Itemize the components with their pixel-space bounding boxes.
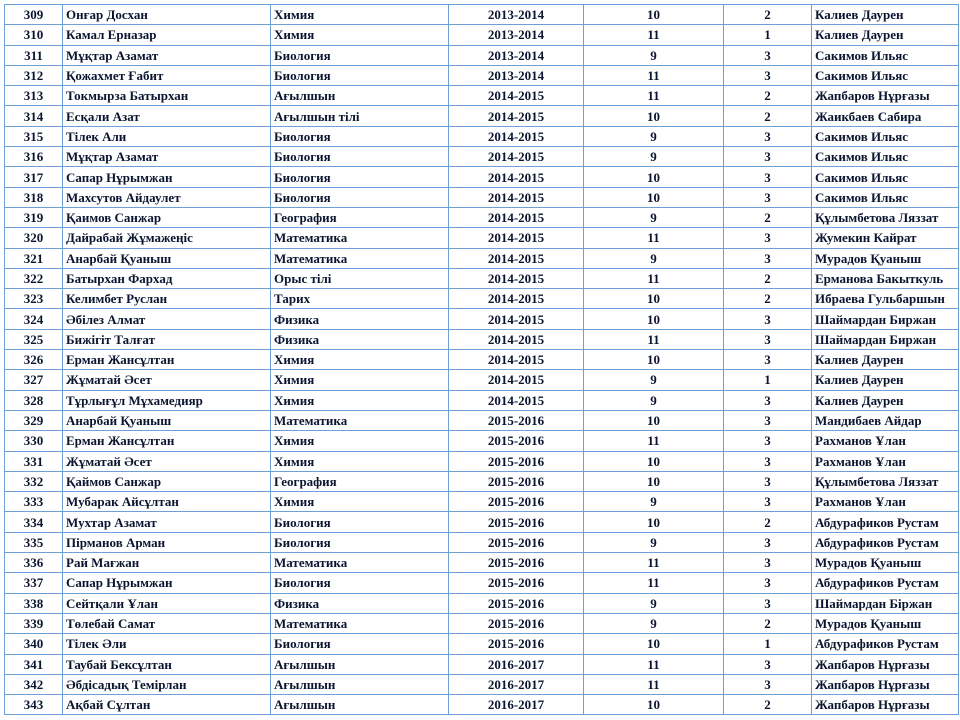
subject-cell: Биология bbox=[271, 634, 449, 654]
teacher-name-cell: Абдурафиков Рустам bbox=[812, 573, 959, 593]
table-row bbox=[5, 390, 959, 410]
academic-year-cell: 2014-2015 bbox=[449, 207, 584, 227]
place-cell: 2 bbox=[724, 207, 812, 227]
table-row bbox=[5, 370, 959, 390]
student-name-cell: Мұқтар Азамат bbox=[63, 45, 271, 65]
teacher-name-cell: Рахманов Ұлан bbox=[812, 451, 959, 471]
row-number-cell: 313 bbox=[5, 86, 63, 106]
table-row bbox=[5, 187, 959, 207]
grade-cell: 9 bbox=[584, 126, 724, 146]
academic-year-cell: 2015-2016 bbox=[449, 634, 584, 654]
subject-cell: Физика bbox=[271, 329, 449, 349]
grade-cell: 9 bbox=[584, 532, 724, 552]
row-number-cell: 315 bbox=[5, 126, 63, 146]
row-number-cell: 340 bbox=[5, 634, 63, 654]
row-number-cell: 314 bbox=[5, 106, 63, 126]
academic-year-cell: 2014-2015 bbox=[449, 167, 584, 187]
place-cell: 3 bbox=[724, 573, 812, 593]
row-number-cell: 325 bbox=[5, 329, 63, 349]
grade-cell: 9 bbox=[584, 492, 724, 512]
subject-cell: География bbox=[271, 471, 449, 491]
row-number-cell: 316 bbox=[5, 147, 63, 167]
subject-cell: Физика bbox=[271, 309, 449, 329]
teacher-name-cell: Жумекин Кайрат bbox=[812, 228, 959, 248]
academic-year-cell: 2014-2015 bbox=[449, 390, 584, 410]
teacher-name-cell: Сакимов Ильяс bbox=[812, 187, 959, 207]
grade-cell: 9 bbox=[584, 248, 724, 268]
place-cell: 3 bbox=[724, 451, 812, 471]
row-number-cell: 327 bbox=[5, 370, 63, 390]
row-number-cell: 329 bbox=[5, 410, 63, 430]
row-number-cell: 310 bbox=[5, 25, 63, 45]
grade-cell: 10 bbox=[584, 5, 724, 25]
subject-cell: Химия bbox=[271, 350, 449, 370]
teacher-name-cell: Рахманов Ұлан bbox=[812, 492, 959, 512]
subject-cell: Биология bbox=[271, 147, 449, 167]
subject-cell: Биология bbox=[271, 187, 449, 207]
teacher-name-cell: Ерманова Бакыткуль bbox=[812, 268, 959, 288]
student-name-cell: Пірманов Арман bbox=[63, 532, 271, 552]
place-cell: 3 bbox=[724, 65, 812, 85]
place-cell: 3 bbox=[724, 390, 812, 410]
academic-year-cell: 2016-2017 bbox=[449, 695, 584, 715]
academic-year-cell: 2015-2016 bbox=[449, 613, 584, 633]
teacher-name-cell: Шаймардан Биржан bbox=[812, 329, 959, 349]
row-number-cell: 330 bbox=[5, 431, 63, 451]
academic-year-cell: 2014-2015 bbox=[449, 228, 584, 248]
table-row bbox=[5, 593, 959, 613]
academic-year-cell: 2015-2016 bbox=[449, 471, 584, 491]
student-name-cell: Тұрлығұл Мұхамедияр bbox=[63, 390, 271, 410]
subject-cell: Ағылшын bbox=[271, 86, 449, 106]
student-name-cell: Тілек Әли bbox=[63, 634, 271, 654]
teacher-name-cell: Сакимов Ильяс bbox=[812, 147, 959, 167]
place-cell: 1 bbox=[724, 634, 812, 654]
grade-cell: 9 bbox=[584, 390, 724, 410]
row-number-cell: 335 bbox=[5, 532, 63, 552]
teacher-name-cell: Мурадов Қуаныш bbox=[812, 248, 959, 268]
grade-cell: 10 bbox=[584, 167, 724, 187]
row-number-cell: 336 bbox=[5, 553, 63, 573]
academic-year-cell: 2016-2017 bbox=[449, 654, 584, 674]
academic-year-cell: 2015-2016 bbox=[449, 553, 584, 573]
subject-cell: Химия bbox=[271, 370, 449, 390]
teacher-name-cell: Ибраева Гульбаршын bbox=[812, 289, 959, 309]
row-number-cell: 331 bbox=[5, 451, 63, 471]
row-number-cell: 334 bbox=[5, 512, 63, 532]
place-cell: 1 bbox=[724, 370, 812, 390]
subject-cell: Физика bbox=[271, 593, 449, 613]
table-row bbox=[5, 674, 959, 694]
teacher-name-cell: Шаймардан Биржан bbox=[812, 309, 959, 329]
student-name-cell: Рай Мағжан bbox=[63, 553, 271, 573]
table-row bbox=[5, 512, 959, 532]
teacher-name-cell: Құлымбетова Ляззат bbox=[812, 471, 959, 491]
place-cell: 3 bbox=[724, 593, 812, 613]
student-name-cell: Есқали Азат bbox=[63, 106, 271, 126]
row-number-cell: 337 bbox=[5, 573, 63, 593]
table-row bbox=[5, 86, 959, 106]
academic-year-cell: 2014-2015 bbox=[449, 329, 584, 349]
subject-cell: Ағылшын bbox=[271, 695, 449, 715]
place-cell: 3 bbox=[724, 228, 812, 248]
table-row bbox=[5, 45, 959, 65]
subject-cell: Математика bbox=[271, 228, 449, 248]
row-number-cell: 311 bbox=[5, 45, 63, 65]
teacher-name-cell: Шаймардан Біржан bbox=[812, 593, 959, 613]
grade-cell: 9 bbox=[584, 207, 724, 227]
academic-year-cell: 2016-2017 bbox=[449, 674, 584, 694]
place-cell: 3 bbox=[724, 410, 812, 430]
place-cell: 3 bbox=[724, 431, 812, 451]
row-number-cell: 320 bbox=[5, 228, 63, 248]
grade-cell: 10 bbox=[584, 410, 724, 430]
table-row bbox=[5, 634, 959, 654]
row-number-cell: 341 bbox=[5, 654, 63, 674]
place-cell: 2 bbox=[724, 106, 812, 126]
student-name-cell: Ерман Жансұлтан bbox=[63, 350, 271, 370]
grade-cell: 10 bbox=[584, 634, 724, 654]
subject-cell: Ағылшын bbox=[271, 654, 449, 674]
student-name-cell: Қаймов Санжар bbox=[63, 471, 271, 491]
row-number-cell: 324 bbox=[5, 309, 63, 329]
student-name-cell: Қаимов Санжар bbox=[63, 207, 271, 227]
table-row bbox=[5, 126, 959, 146]
teacher-name-cell: Калиев Даурен bbox=[812, 390, 959, 410]
student-name-cell: Камал Ерназар bbox=[63, 25, 271, 45]
grade-cell: 9 bbox=[584, 613, 724, 633]
place-cell: 2 bbox=[724, 5, 812, 25]
academic-year-cell: 2015-2016 bbox=[449, 492, 584, 512]
teacher-name-cell: Рахманов Ұлан bbox=[812, 431, 959, 451]
academic-year-cell: 2014-2015 bbox=[449, 289, 584, 309]
row-number-cell: 317 bbox=[5, 167, 63, 187]
grade-cell: 10 bbox=[584, 512, 724, 532]
place-cell: 2 bbox=[724, 268, 812, 288]
place-cell: 3 bbox=[724, 45, 812, 65]
student-name-cell: Онғар Досхан bbox=[63, 5, 271, 25]
place-cell: 2 bbox=[724, 289, 812, 309]
place-cell: 2 bbox=[724, 613, 812, 633]
subject-cell: Химия bbox=[271, 5, 449, 25]
teacher-name-cell: Сакимов Ильяс bbox=[812, 45, 959, 65]
row-number-cell: 339 bbox=[5, 613, 63, 633]
academic-year-cell: 2014-2015 bbox=[449, 248, 584, 268]
student-name-cell: Сапар Нұрымжан bbox=[63, 167, 271, 187]
row-number-cell: 332 bbox=[5, 471, 63, 491]
subject-cell: Математика bbox=[271, 248, 449, 268]
student-name-cell: Токмырза Батырхан bbox=[63, 86, 271, 106]
table-row bbox=[5, 309, 959, 329]
place-cell: 3 bbox=[724, 167, 812, 187]
student-name-cell: Сапар Нұрымжан bbox=[63, 573, 271, 593]
teacher-name-cell: Жапбаров Нұрғазы bbox=[812, 695, 959, 715]
table-row bbox=[5, 573, 959, 593]
academic-year-cell: 2014-2015 bbox=[449, 309, 584, 329]
student-name-cell: Дайрабай Жұмажеңіс bbox=[63, 228, 271, 248]
teacher-name-cell: Жапбаров Нұрғазы bbox=[812, 674, 959, 694]
subject-cell: Химия bbox=[271, 431, 449, 451]
table-row bbox=[5, 268, 959, 288]
student-name-cell: Әбдісадық Темірлан bbox=[63, 674, 271, 694]
student-name-cell: Ерман Жансұлтан bbox=[63, 431, 271, 451]
table-row bbox=[5, 492, 959, 512]
table-row bbox=[5, 329, 959, 349]
subject-cell: Биология bbox=[271, 45, 449, 65]
table-row bbox=[5, 25, 959, 45]
student-name-cell: Тілек Али bbox=[63, 126, 271, 146]
subject-cell: Химия bbox=[271, 25, 449, 45]
academic-year-cell: 2015-2016 bbox=[449, 593, 584, 613]
grade-cell: 9 bbox=[584, 147, 724, 167]
subject-cell: Биология bbox=[271, 512, 449, 532]
student-name-cell: Анарбай Қуаныш bbox=[63, 248, 271, 268]
student-name-cell: Сейтқали Ұлан bbox=[63, 593, 271, 613]
row-number-cell: 326 bbox=[5, 350, 63, 370]
place-cell: 3 bbox=[724, 553, 812, 573]
table-row bbox=[5, 106, 959, 126]
teacher-name-cell: Сакимов Ильяс bbox=[812, 65, 959, 85]
academic-year-cell: 2014-2015 bbox=[449, 350, 584, 370]
grade-cell: 10 bbox=[584, 309, 724, 329]
table-row bbox=[5, 207, 959, 227]
row-number-cell: 342 bbox=[5, 674, 63, 694]
student-name-cell: Махсутов Айдаулет bbox=[63, 187, 271, 207]
place-cell: 3 bbox=[724, 532, 812, 552]
academic-year-cell: 2015-2016 bbox=[449, 573, 584, 593]
grade-cell: 11 bbox=[584, 329, 724, 349]
place-cell: 3 bbox=[724, 329, 812, 349]
student-name-cell: Төлебай Самат bbox=[63, 613, 271, 633]
table-row bbox=[5, 532, 959, 552]
subject-cell: География bbox=[271, 207, 449, 227]
student-name-cell: Мухтар Азамат bbox=[63, 512, 271, 532]
student-name-cell: Мубарак Айсұлтан bbox=[63, 492, 271, 512]
academic-year-cell: 2014-2015 bbox=[449, 268, 584, 288]
subject-cell: Химия bbox=[271, 451, 449, 471]
student-name-cell: Жұматай Әсет bbox=[63, 451, 271, 471]
table-body bbox=[5, 5, 959, 715]
subject-cell: Тарих bbox=[271, 289, 449, 309]
grade-cell: 10 bbox=[584, 451, 724, 471]
academic-year-cell: 2014-2015 bbox=[449, 126, 584, 146]
row-number-cell: 328 bbox=[5, 390, 63, 410]
grade-cell: 11 bbox=[584, 86, 724, 106]
table-row bbox=[5, 695, 959, 715]
grade-cell: 9 bbox=[584, 370, 724, 390]
grade-cell: 10 bbox=[584, 187, 724, 207]
grade-cell: 11 bbox=[584, 65, 724, 85]
student-name-cell: Таубай Бексұлтан bbox=[63, 654, 271, 674]
grade-cell: 10 bbox=[584, 471, 724, 491]
subject-cell: Математика bbox=[271, 553, 449, 573]
academic-year-cell: 2013-2014 bbox=[449, 5, 584, 25]
teacher-name-cell: Сакимов Ильяс bbox=[812, 167, 959, 187]
subject-cell: Биология bbox=[271, 167, 449, 187]
academic-year-cell: 2015-2016 bbox=[449, 431, 584, 451]
grade-cell: 11 bbox=[584, 654, 724, 674]
place-cell: 2 bbox=[724, 512, 812, 532]
place-cell: 3 bbox=[724, 309, 812, 329]
place-cell: 3 bbox=[724, 187, 812, 207]
academic-year-cell: 2015-2016 bbox=[449, 451, 584, 471]
teacher-name-cell: Құлымбетова Ляззат bbox=[812, 207, 959, 227]
table-row bbox=[5, 228, 959, 248]
teacher-name-cell: Абдурафиков Рустам bbox=[812, 512, 959, 532]
subject-cell: Химия bbox=[271, 492, 449, 512]
table-row bbox=[5, 613, 959, 633]
teacher-name-cell: Жаикбаев Сабира bbox=[812, 106, 959, 126]
teacher-name-cell: Абдурафиков Рустам bbox=[812, 634, 959, 654]
academic-year-cell: 2015-2016 bbox=[449, 532, 584, 552]
grade-cell: 9 bbox=[584, 45, 724, 65]
subject-cell: Биология bbox=[271, 573, 449, 593]
place-cell: 2 bbox=[724, 695, 812, 715]
row-number-cell: 343 bbox=[5, 695, 63, 715]
academic-year-cell: 2014-2015 bbox=[449, 106, 584, 126]
table-row bbox=[5, 431, 959, 451]
subject-cell: Биология bbox=[271, 65, 449, 85]
grade-cell: 10 bbox=[584, 350, 724, 370]
teacher-name-cell: Сакимов Ильяс bbox=[812, 126, 959, 146]
row-number-cell: 319 bbox=[5, 207, 63, 227]
table-row bbox=[5, 654, 959, 674]
teacher-name-cell: Калиев Даурен bbox=[812, 25, 959, 45]
table-row bbox=[5, 167, 959, 187]
grade-cell: 11 bbox=[584, 268, 724, 288]
teacher-name-cell: Мурадов Қуаныш bbox=[812, 613, 959, 633]
place-cell: 2 bbox=[724, 86, 812, 106]
place-cell: 3 bbox=[724, 471, 812, 491]
grade-cell: 11 bbox=[584, 674, 724, 694]
student-name-cell: Қожахмет Ғабит bbox=[63, 65, 271, 85]
academic-year-cell: 2014-2015 bbox=[449, 187, 584, 207]
row-number-cell: 338 bbox=[5, 593, 63, 613]
grade-cell: 10 bbox=[584, 289, 724, 309]
student-name-cell: Әбілез Алмат bbox=[63, 309, 271, 329]
table-row bbox=[5, 147, 959, 167]
table-row bbox=[5, 289, 959, 309]
grade-cell: 11 bbox=[584, 553, 724, 573]
row-number-cell: 321 bbox=[5, 248, 63, 268]
academic-year-cell: 2014-2015 bbox=[449, 370, 584, 390]
subject-cell: Химия bbox=[271, 390, 449, 410]
student-name-cell: Бижігіт Талғат bbox=[63, 329, 271, 349]
table-row bbox=[5, 65, 959, 85]
subject-cell: Математика bbox=[271, 613, 449, 633]
results-table bbox=[4, 4, 959, 715]
place-cell: 3 bbox=[724, 492, 812, 512]
place-cell: 3 bbox=[724, 654, 812, 674]
grade-cell: 11 bbox=[584, 25, 724, 45]
table-row bbox=[5, 410, 959, 430]
subject-cell: Орыс тілі bbox=[271, 268, 449, 288]
table-row bbox=[5, 451, 959, 471]
place-cell: 3 bbox=[724, 248, 812, 268]
table-row bbox=[5, 248, 959, 268]
teacher-name-cell: Калиев Даурен bbox=[812, 350, 959, 370]
table-row bbox=[5, 350, 959, 370]
place-cell: 1 bbox=[724, 25, 812, 45]
row-number-cell: 312 bbox=[5, 65, 63, 85]
academic-year-cell: 2013-2014 bbox=[449, 65, 584, 85]
student-name-cell: Анарбай Қуаныш bbox=[63, 410, 271, 430]
teacher-name-cell: Мандибаев Айдар bbox=[812, 410, 959, 430]
row-number-cell: 322 bbox=[5, 268, 63, 288]
row-number-cell: 318 bbox=[5, 187, 63, 207]
place-cell: 3 bbox=[724, 126, 812, 146]
student-name-cell: Ақбай Сұлтан bbox=[63, 695, 271, 715]
teacher-name-cell: Калиев Даурен bbox=[812, 5, 959, 25]
grade-cell: 11 bbox=[584, 228, 724, 248]
subject-cell: Ағылшын тілі bbox=[271, 106, 449, 126]
grade-cell: 11 bbox=[584, 431, 724, 451]
subject-cell: Биология bbox=[271, 126, 449, 146]
grade-cell: 9 bbox=[584, 593, 724, 613]
student-name-cell: Батырхан Фархад bbox=[63, 268, 271, 288]
academic-year-cell: 2014-2015 bbox=[449, 147, 584, 167]
teacher-name-cell: Мурадов Қуаныш bbox=[812, 553, 959, 573]
academic-year-cell: 2014-2015 bbox=[449, 86, 584, 106]
student-name-cell: Жұматай Әсет bbox=[63, 370, 271, 390]
table-row bbox=[5, 471, 959, 491]
academic-year-cell: 2015-2016 bbox=[449, 512, 584, 532]
grade-cell: 11 bbox=[584, 573, 724, 593]
teacher-name-cell: Жапбаров Нұрғазы bbox=[812, 654, 959, 674]
place-cell: 3 bbox=[724, 674, 812, 694]
academic-year-cell: 2013-2014 bbox=[449, 45, 584, 65]
place-cell: 3 bbox=[724, 147, 812, 167]
student-name-cell: Келимбет Руслан bbox=[63, 289, 271, 309]
table-row bbox=[5, 5, 959, 25]
student-name-cell: Мұқтар Азамат bbox=[63, 147, 271, 167]
teacher-name-cell: Калиев Даурен bbox=[812, 370, 959, 390]
subject-cell: Ағылшын bbox=[271, 674, 449, 694]
row-number-cell: 333 bbox=[5, 492, 63, 512]
teacher-name-cell: Жапбаров Нұрғазы bbox=[812, 86, 959, 106]
table-row bbox=[5, 553, 959, 573]
place-cell: 3 bbox=[724, 350, 812, 370]
grade-cell: 10 bbox=[584, 106, 724, 126]
row-number-cell: 323 bbox=[5, 289, 63, 309]
academic-year-cell: 2015-2016 bbox=[449, 410, 584, 430]
row-number-cell: 309 bbox=[5, 5, 63, 25]
subject-cell: Биология bbox=[271, 532, 449, 552]
subject-cell: Математика bbox=[271, 410, 449, 430]
teacher-name-cell: Абдурафиков Рустам bbox=[812, 532, 959, 552]
academic-year-cell: 2013-2014 bbox=[449, 25, 584, 45]
grade-cell: 10 bbox=[584, 695, 724, 715]
